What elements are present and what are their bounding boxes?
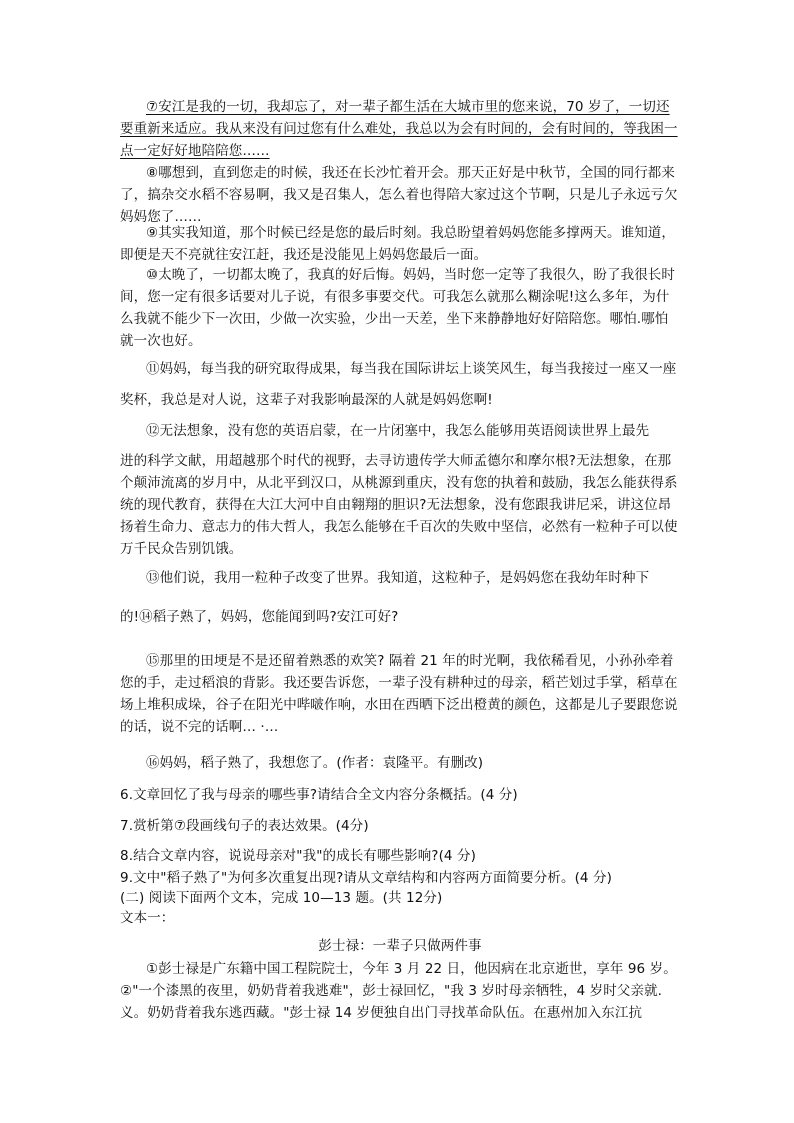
paragraph-10: ⑩太晚了，一切都太晚了，我真的好后悔。妈妈，当时您一定等了我很久，盼了我很长时间，您一定有很多话要对儿子说，有很多事要交代。可我怎么就那么糊涂呢!这么多年，为什么我就不能少下一次田，少做一次实验，少出一天差，坐下来静静地好好陪陪您。哪怕.哪怕就一次也好。 <box>120 267 676 349</box>
article-title: 彭士禄：一辈子只做两件事 <box>318 938 482 954</box>
question-7: 7.赏析第⑦段画线句子的表达效果。(4分) <box>120 818 369 834</box>
paragraph-15: ⑮那里的田埂是不是还留着熟悉的欢笑? 隔着 21 年的时光啊，我依稀看见，小孙孙牵着您的手，走过稻浪的背影。我还要告诉您，一辈子没有耕种过的母亲，稻芒划过手掌，稻草在场上堆积成垛，谷子在阳光中哔啵作响，水田在西晒下泛出橙黄的颜色，这都是儿子要跟您说的话，说不完的话啊… ·… <box>120 653 678 735</box>
paragraph-9: ⑨其实我知道，那个时候已经是您的最后时刻。我总盼望着妈妈您能多撑两天。谁知道，即便是天不亮就往安江赶，我还是没能见上妈妈您最后一面。 <box>120 225 676 263</box>
paragraph-14: 的!⑭稻子熟了，妈妈，您能闻到吗?安江可好? <box>120 609 399 625</box>
question-9: 9.文中"稻子熟了"为何多次重复出现?请从文章结构和内容两方面简要分析。(4 分) <box>120 870 612 886</box>
article-body: ①彭士禄是广东籍中国工程院院士，今年 3 月 22 日，他因病在北京逝世，享年 96 岁。②"一个漆黑的夜里，奶奶背着我逃难"，彭士禄回忆，"我 3 岁时母亲牺牲，4 岁时父亲就.义。奶奶背着我东逃西藏。"彭士禄 14 岁便独自出门寻找革命队伍。在惠州加入东江抗 <box>120 961 677 1021</box>
paragraph-7: ⑦安江是我的一切，我却忘了，对一辈子都生活在大城市里的您来说，70 岁了，一切还要重新来适应。我从来没有问过您有什么难处，我总以为会有时间的，会有时间的，等我困一点一定好好地陪陪您…… <box>120 99 678 159</box>
paragraph-11: ⑪妈妈，每当我的研究取得成果，每当我在国际讲坛上谈笑风生，每当我接过一座又一座奖杯，我总是对人说，这辈子对我影响最深的人就是妈妈您啊! <box>120 361 677 408</box>
paragraph-8: ⑧哪想到，直到您走的时候，我还在长沙忙着开会。那天正好是中秋节，全国的同行都来了，搞杂交水稻不容易啊，我又是召集人，怎么着也得陪大家过这个节啊，只是儿子永远亏欠妈妈您了…… <box>120 165 678 225</box>
paragraph-12-rest: 进的科学文献，用超越那个时代的视野，去寻访遗传学大师孟德尔和摩尔根?无法想象，在那个颠沛流离的岁月中，从北平到汉口，从桃源到重庆，没有您的执着和鼓励，我怎么能获得系统的现代教育，获得在大江大河中自由翱翔的胆识?无法想象，没有您跟我讲尼采，讲这位昂扬着生命力、意志力的伟大哲人，我怎么能够在千百次的失败中坚信，必然有一粒种子可以使万千民众告别饥饿。 <box>120 453 678 557</box>
paragraph-16: ⑯妈妈，稻子熟了，我想您了。(作者：袁隆平。有删改) <box>146 755 484 771</box>
paragraph-13: ⑬他们说，我用一粒种子改变了世界。我知道，这粒种子，是妈妈您在我幼年时种下 <box>146 570 650 586</box>
text-one-label: 文本一： <box>120 910 175 926</box>
section-2-header: (二) 阅读下面两个文本，完成 10—13 题。(共 12分) <box>120 890 443 906</box>
question-6: 6.文章回忆了我与母亲的哪些事?请结合全文内容分条概括。(4 分) <box>120 787 518 803</box>
question-8: 8.结合文章内容，说说母亲对"我"的成长有哪些影响?(4 分) <box>120 848 476 864</box>
paragraph-12-first-line: ⑫无法想象，没有您的英语启蒙，在一片闭塞中，我怎么能够用英语阅读世界上最先 <box>146 423 650 439</box>
